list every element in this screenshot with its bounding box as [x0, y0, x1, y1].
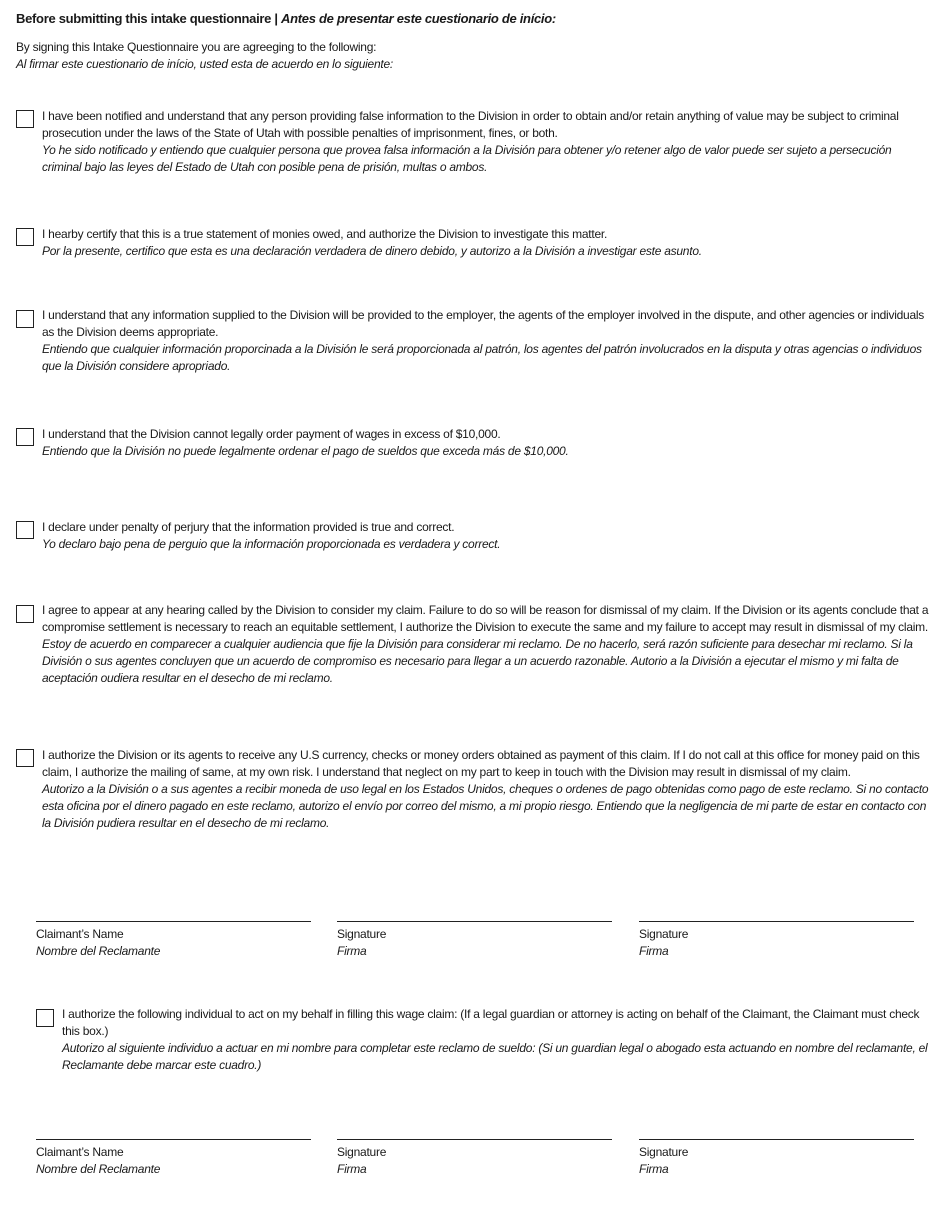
authorize-representative-item: [36, 1006, 932, 1076]
agreement-text: [42, 426, 932, 460]
agreement-text-en: I hearby certify that this is a true statement of monies owed, and authorize the Division to investigate this matter.: [42, 227, 608, 241]
authorize-text-en: I authorize the following individual to act on my behalf in filling this wage claim: (If a legal guardian or attorney is acting on behalf of the Claimant, the Claimant must check this box.): [62, 1007, 920, 1038]
claimant-name-field-2[interactable]: [36, 1139, 311, 1178]
page-title-en: Before submitting this intake questionnaire |: [16, 11, 278, 26]
agreement-text-en: I have been notified and understand that any person providing false information to the Division in order to obtain and/or retain anything of value may be subject to criminal prosecution under the laws of the State of Utah with possible penalties of imprisonment, fines, or both.: [42, 109, 899, 140]
agreement-checkbox[interactable]: [16, 521, 34, 539]
signature-label-en: Signature: [639, 927, 689, 941]
signature-field-1a[interactable]: [337, 921, 612, 960]
agreement-item-information-shared: [16, 307, 932, 377]
signature-label: [36, 926, 311, 960]
signature-label-en: Claimant’s Name: [36, 927, 124, 941]
agreement-text-es: Autorizo a la División o a sus agentes a recibir moneda de uso legal en los Estados Unidos, cheques o ordenes de pago obtenidas como pago de este reclamo. Si no contacto esta oficina por el dinero pagado en este reclamo, autorizo el envío por correo del mismo, a mi propio riesgo. Entiendo que la negligencia de mi parte de estar en contacto con la División pudiera resultar en el desecho de mi reclamo.: [42, 782, 929, 830]
agreement-checkbox[interactable]: [16, 110, 34, 128]
agreement-text-en: I authorize the Division or its agents to receive any U.S currency, checks or money orders obtained as payment of this claim. If I do not call at this office for money paid on this claim, I authorize the mailing of same, at my own risk. I understand that neglect on my part to keep in touch with the Division may result in dismissal of my claim.: [42, 748, 920, 779]
agreement-text: [42, 602, 932, 687]
signature-label: [36, 1144, 311, 1178]
agreement-text: [42, 307, 932, 375]
agreement-checkbox[interactable]: [16, 605, 34, 623]
signature-line: [36, 921, 311, 922]
agreement-item-wage-limit: [16, 426, 932, 462]
agreement-item-true-statement: [16, 226, 932, 262]
agreement-item-false-info: [16, 108, 932, 178]
agreement-item-perjury: [16, 519, 932, 555]
signature-line: [337, 1139, 612, 1140]
signature-label-es: Firma: [639, 1162, 669, 1176]
signature-label-en: Signature: [337, 1145, 387, 1159]
signature-field-1b[interactable]: [639, 921, 914, 960]
agreement-text-es: Yo he sido notificado y entiendo que cualquier persona que provea falsa información a la División para obtener y/o retener algo de valor puede ser sujeto a persecución criminal bajo las leyes del Estado de Utah con posible pena de prisión, multas o ambos.: [42, 143, 892, 174]
agreement-checkbox[interactable]: [16, 428, 34, 446]
signature-label-es: Firma: [639, 944, 669, 958]
signature-label-es: Nombre del Reclamante: [36, 944, 161, 958]
intro-text: [16, 39, 393, 73]
signature-field-2a[interactable]: [337, 1139, 612, 1178]
authorize-text-es: Autorizo al siguiente individuo a actuar en mi nombre para completar este reclamo de sueldo: (Si un guardian legal o abogado esta actuando en nombre del reclamante, el Reclamante debe marcar este cuadro.): [62, 1041, 928, 1072]
signature-label-es: Firma: [337, 944, 367, 958]
agreement-text: [42, 226, 932, 260]
intro-es: Al firmar este cuestionario de início, usted esta de acuerdo en lo siguiente:: [16, 57, 393, 71]
agreement-text-es: Por la presente, certifico que esta es una declaración verdadera de dinero debido, y autorizo a la División a investigar este asunto.: [42, 244, 702, 258]
agreement-checkbox[interactable]: [16, 228, 34, 246]
claimant-name-field-1[interactable]: [36, 921, 311, 960]
authorize-representative-checkbox[interactable]: [36, 1009, 54, 1027]
authorize-representative-text: [62, 1006, 932, 1074]
signature-label: [337, 1144, 612, 1178]
agreement-text-es: Entiendo que la División no puede legalmente ordenar el pago de sueldos que exceda más de $10,000.: [42, 444, 569, 458]
agreement-checkbox[interactable]: [16, 749, 34, 767]
agreement-item-payment: [16, 747, 932, 851]
signature-line: [337, 921, 612, 922]
signature-label-en: Signature: [639, 1145, 689, 1159]
intro-en: By signing this Intake Questionnaire you are agreeging to the following:: [16, 40, 377, 54]
signature-label-es: Firma: [337, 1162, 367, 1176]
agreement-text: [42, 519, 932, 553]
signature-label: [639, 1144, 914, 1178]
agreement-text: [42, 747, 932, 832]
agreement-text-en: I declare under penalty of perjury that the information provided is true and correct.: [42, 520, 455, 534]
signature-label: [639, 926, 914, 960]
signature-line: [639, 921, 914, 922]
agreement-checkbox[interactable]: [16, 310, 34, 328]
agreement-text-es: Yo declaro bajo pena de perguio que la información proporcionada es verdadera y correct.: [42, 537, 501, 551]
agreement-item-hearing: [16, 602, 932, 706]
agreement-text-es: Estoy de acuerdo en comparecer a cualquier audiencia que fije la División para considerar mi reclamo. De no hacerlo, será razón suficiente para desechar mi reclamo. Si la División o sus agentes concluyen que un acuerdo de compromiso es necesario para llegar a un acuerdo razonable. Autorio a la División a ejecutar el mismo y mi falta de aceptación oudiera resultar en el desecho de mi reclamo.: [42, 637, 913, 685]
signature-line: [36, 1139, 311, 1140]
agreement-text-en: I understand that the Division cannot legally order payment of wages in excess of $10,000.: [42, 427, 501, 441]
signature-label-en: Claimant’s Name: [36, 1145, 124, 1159]
signature-label-en: Signature: [337, 927, 387, 941]
page-title: [16, 11, 556, 26]
agreement-text-en: I agree to appear at any hearing called by the Division to consider my claim. Failure to do so will be reason for dismissal of my claim. If the Division or its agents conclude that a compromise settlement is necessary to reach an equitable settlement, I authorize the Division to execute the same and my failure to accept may result in dismissal of my claim.: [42, 603, 929, 634]
signature-line: [639, 1139, 914, 1140]
agreement-text-en: I understand that any information supplied to the Division will be provided to the employer, the agents of the employer involved in the dispute, and other agencies or individuals as the Division deems appropriate.: [42, 308, 925, 339]
agreement-text-es: Entiendo que cualquier información proporcinada a la División le será proporcionada al patrón, los agentes del patrón involucrados en la disputa y otras agencias o individuos que la División considere apropriado.: [42, 342, 922, 373]
agreement-text: [42, 108, 932, 176]
signature-label: [337, 926, 612, 960]
signature-field-2b[interactable]: [639, 1139, 914, 1178]
signature-label-es: Nombre del Reclamante: [36, 1162, 161, 1176]
page-title-es: Antes de presentar este cuestionario de início:: [281, 11, 556, 26]
